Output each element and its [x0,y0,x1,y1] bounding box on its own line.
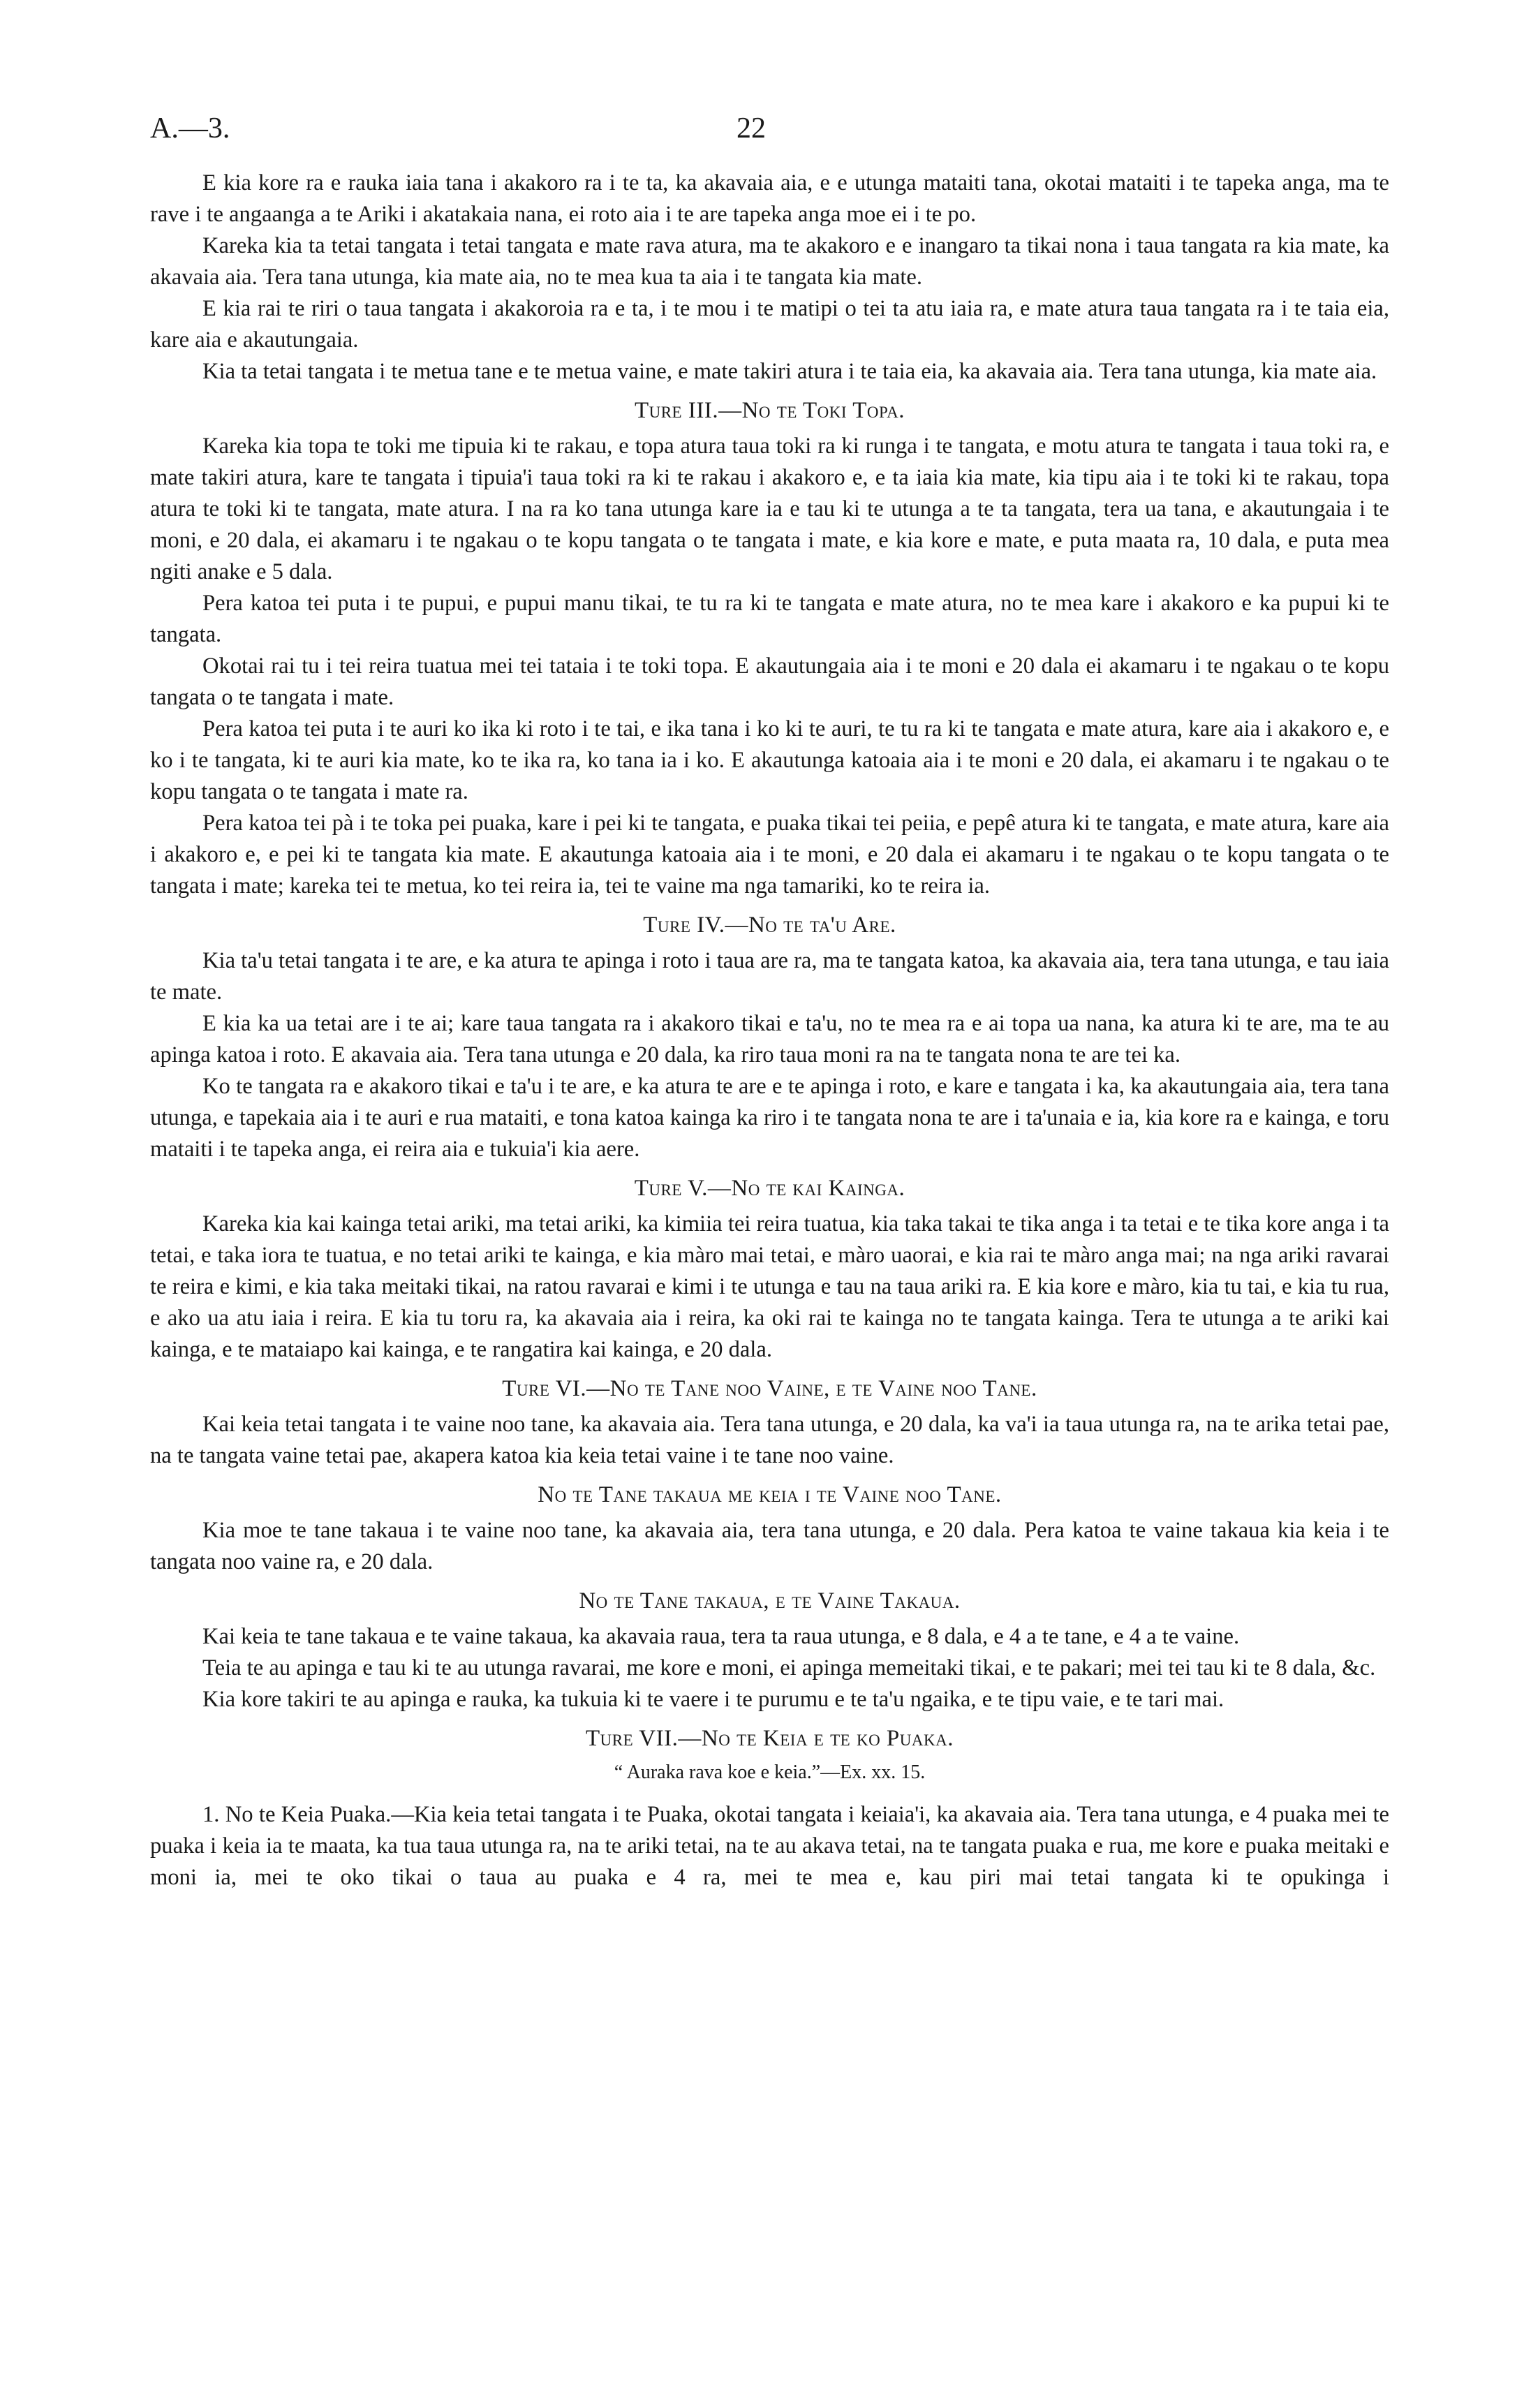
paragraph: Okotai rai tu i tei reira tuatua mei tei tataia i te toki topa. E akautungaia aia i te moni e 20 dala ei akamaru i te ngakau o te kopu tangata o te tangata i mate. [150,653,1389,710]
paragraph: Kia moe te tane takaua i te vaine noo tane, ka akavaia aia, tera tana utunga, e 20 dala. Pera katoa te vaine takaua kia keia i te tangata noo vaine ra, e 20 dala. [150,1518,1389,1574]
section-heading: Ture III.—No te Toki Topa. [634,398,905,423]
paragraph: Pera katoa tei pà i te toka pei puaka, kare i pei ki te tangata, e puaka tikai tei peiia, e pepê atura ki te tangata, e mate atura, kare aia i akakoro e, e pei ki te tangata kia mate. E akautunga katoaia aia i te moni, e 20 dala ei akamaru i te ngakau o te kopu tangata o te tangata i mate; kareka tei te metua, ko tei reira ia, tei te vaine ma nga tamariki, ko te reira ia. [150,811,1389,899]
paragraph: Ko te tangata ra e akakoro tikai e ta'u i te are, e ka atura te are e te apinga i roto, e kare e tangata i ka, ka akautungaia aia, tera tana utunga, e tapekaia aia i te auri e rua mataiti, e tona katoa kainga ka riro i te tangata nona te are i ta'unaia e ia, kia kore ra e kainga, e toru mataiti i te tapeka anga, ei reira aia e tukuia'i kia aere. [150,1074,1389,1162]
section-heading: Ture IV.—No te ta'u Are. [643,913,896,938]
paragraph: Kia kore takiri te au apinga e rauka, ka tukuia ki te vaere i te purumu e te ta'u ngaika, e te tipu vaie, e te tari mai. [202,1687,1224,1712]
paragraph: Kai keia tetai tangata i te vaine noo tane, ka akavaia aia. Tera tana utunga, e 20 dala, ka va'i ia taua utunga ra, na te arika tetai pae, na te tangata vaine tetai pae, akapera katoa kia keia tetai vaine i te tane noo vaine. [150,1412,1389,1468]
document-reference: A.—3. [150,112,230,145]
body-text [150,168,1389,1893]
paragraph: Teia te au apinga e tau ki te au utunga ravarai, me kore e moni, ei apinga memeitaki tikai, e te pakari; mei tei tau ki te 8 dala, &c. [202,1655,1376,1681]
paragraph: Kia ta tetai tangata i te metua tane e te metua vaine, e mate takiri atura i te taia eia, ka akavaia aia. Tera tana utunga, kia mate aia. [202,359,1377,384]
paragraph: E kia rai te riri o taua tangata i akakoroia ra e ta, i te mou i te matipi o tei ta atu iaia ra, e mate atura taua tangata ra i te taia eia, kare aia e akautungaia. [150,296,1389,353]
paragraph: E kia kore ra e rauka iaia tana i akakoro ra i te ta, ka akavaia aia, e e utunga mataiti tana, okotai mataiti i te tapeka anga, ma te rave i te angaanga a te Ariki i akatakaia nana, ei roto aia i te are tapeka anga moe ei i te po. [150,170,1389,227]
scripture-quote: “ Auraka rava koe e keia.”—Ex. xx. 15. [614,1761,926,1783]
page-number: 22 [737,112,766,145]
paragraph: E kia ka ua tetai are i te ai; kare taua tangata ra i akakoro tikai e ta'u, no te mea ra e ai topa ua nana, ka atura ki te are, ma te au apinga katoa i roto. E akavaia aia. Tera tana utunga e 20 dala, ka riro taua moni ra na te tangata nona te are tei ka. [150,1011,1389,1068]
paragraph: Kai keia te tane takaua e te vaine takaua, ka akavaia raua, tera ta raua utunga, e 8 dala, e 4 a te tane, e 4 a te vaine. [202,1624,1240,1649]
paragraph: 1. No te Keia Puaka.—Kia keia tetai tangata i te Puaka, okotai tangata i keiaia'i, ka akavaia aia. Tera tana utunga, e 4 puaka mei te puaka i keia ia te maata, ka tua taua utunga ra, na te ariki tetai, na te au akava tetai, na te tangata puaka e rua, me kore e puaka meitaki e moni ia, mei te oko tikai o taua au puaka e 4 ra, mei te mea e, kau piri mai tetai tangata ki te opukinga i [150,1802,1389,1890]
paragraph: Kia ta'u tetai tangata i te are, e ka atura te apinga i roto i taua are ra, ma te tangata katoa, ka akavaia aia, tera tana utunga, e tau iaia te mate. [150,948,1389,1005]
section-heading: No te Tane takaua, e te Vaine Takaua. [579,1588,961,1613]
section-heading: No te Tane takaua me keia i te Vaine noo Tane. [538,1482,1002,1507]
paragraph: Kareka kia ta tetai tangata i tetai tangata e mate rava atura, ma te akakoro e e inangaro ta tikai nona i taua tangata ra kia mate, ka akavaia aia. Tera tana utunga, kia mate aia, no te mea kua ta aia i te tangata kia mate. [150,233,1389,290]
paragraph: Kareka kia topa te toki me tipuia ki te rakau, e topa atura taua toki ra ki runga i te tangata, e motu atura te tangata i taua toki ra, e mate takiri atura, kare te tangata i tipuia'i taua toki ra ki te rakau i akakoro e, e ta iaia kia mate, kia tipu aia i te toki ki te rakau, topa atura te toki ki te tangata, mate atura. I na ra ko tana utunga kare ia e tau ki te utunga a te ta tangata, tera ua tana, e akautungaia i te moni, e 20 dala, ei akamaru i te ngakau o te kopu tangata o te tangata i mate, e kia kore e mate, e puta maata ra, 10 dala, e puta mea ngiti anake e 5 dala. [150,434,1389,584]
paragraph: Pera katoa tei puta i te pupui, e pupui manu tikai, te tu ra ki te tangata e mate atura, no te mea kare i akakoro e ka pupui ki te tangata. [150,591,1389,647]
document-page [150,112,1389,1893]
section-heading: Ture V.—No te kai Kainga. [634,1176,905,1201]
page-header [150,112,1389,168]
section-heading: Ture VII.—No te Keia e te ko Puaka. [586,1726,954,1751]
section-heading: Ture VI.—No te Tane noo Vaine, e te Vaine noo Tane. [502,1376,1037,1401]
paragraph: Kareka kia kai kainga tetai ariki, ma tetai ariki, ka kimiia tei reira tuatua, kia taka takai te tika anga i ta tetai e te tika kore anga i ta tetai, e taka iora te tuatua, e no tetai ariki te kainga, e kia màro mai tetai, e màro uaorai, e kia rai te màro anga mai; na nga ariki ravarai te reira e kimi, e kia taka meitaki tikai, na ratou ravarai e kimi i te utunga e tau na taua ariki ra. E kia kore e màro, kia tu tai, e kia tu rua, e ako ua atu iaia i reira. E kia tu toru ra, ka akavaia aia i reira, ka oki rai te kainga no te tangata kainga. Tera te utunga a te ariki kai kainga, e te mataiapo kai kainga, e te rangatira kai kainga, e 20 dala. [150,1211,1389,1362]
paragraph: Pera katoa tei puta i te auri ko ika ki roto i te tai, e ika tana i ko ki te auri, te tu ra ki te tangata e mate atura, kare aia i akakoro e, e ko i te tangata, ki te auri kia mate, ko te ika ra, ko tana ia i ko. E akautunga katoaia aia i te moni e 20 dala, ei akamaru i te ngakau o te kopu tangata o te tangata i mate ra. [150,716,1389,804]
